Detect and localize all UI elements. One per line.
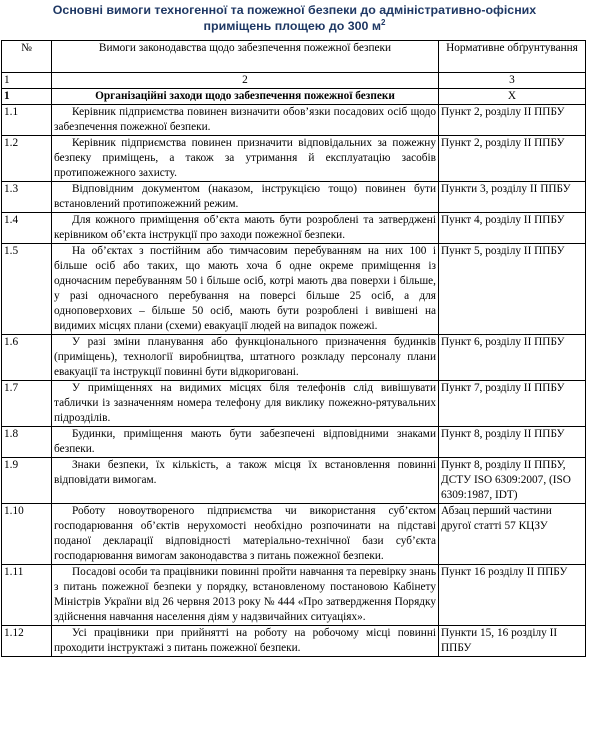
row-requirement: Керівник підприємства повинен визначити обов’язки посадових осіб щодо забезпечення пожежної безпеки. <box>52 105 439 136</box>
row-number: 1.9 <box>2 458 52 504</box>
row-number: 1.12 <box>2 626 52 657</box>
row-requirement: Відповідним документом (наказом, інструкцією тощо) повинен бути встановлений протипожежний режим. <box>52 182 439 213</box>
row-requirement: Посадові особи та працівники повинні пройти навчання та перевірку знань з питань пожежної безпеки у порядку, встановленому постановою Кабінету Міністрів України від 26 червня 2013 року № 444 «Про затвердження Порядку здійснення навчання населення діям у надзвичайних ситуаціях». <box>52 565 439 626</box>
table-row <box>2 504 586 565</box>
table-row <box>2 626 586 657</box>
header-requirements: Вимоги законодавства щодо забезпечення пожежної безпеки <box>52 41 439 73</box>
header-number: № <box>2 41 52 73</box>
title-line-1: Основні вимоги техногенної та пожежної безпеки до адміністративно-офісних <box>52 3 537 17</box>
row-number: 1.6 <box>2 335 52 381</box>
row-number: 1.1 <box>2 105 52 136</box>
row-regulatory-basis: Пункти 3, розділу ІІ ППБУ <box>439 182 586 213</box>
row-number: 1.5 <box>2 244 52 335</box>
column-number-3: 3 <box>439 73 586 89</box>
table-row <box>2 244 586 335</box>
row-number: 1.3 <box>2 182 52 213</box>
row-regulatory-basis: Пункт 6, розділу ІІ ППБУ <box>439 335 586 381</box>
header-regulatory-basis: Нормативне обґрунтування <box>439 41 586 73</box>
table-row <box>2 105 586 136</box>
row-regulatory-basis: Пункт 2, розділу ІІ ППБУ <box>439 136 586 182</box>
row-requirement: У разі зміни планування або функціонального призначення будинків (приміщень), технології виробництва, штатного розкладу персоналу плани евакуації та інструкції повинні бути відкориговані. <box>52 335 439 381</box>
title-superscript: 2 <box>381 17 386 27</box>
row-requirement: Будинки, приміщення мають бути забезпечені відповідними знаками безпеки. <box>52 427 439 458</box>
document-title <box>0 2 589 34</box>
row-regulatory-basis: Пункт 2, розділу ІІ ППБУ <box>439 105 586 136</box>
row-number: 1.11 <box>2 565 52 626</box>
row-requirement: Роботу новоутвореного підприємства чи використання суб’єктом господарювання об’єктів нерухомості необхідно розпочинати на підставі поданої декларації відповідності матеріально-технічної бази суб’єкта господарювання вимогам законодавства з питань пожежної безпеки. <box>52 504 439 565</box>
section-row <box>2 89 586 105</box>
row-regulatory-basis: Абзац перший частини другої статті 57 КЦЗУ <box>439 504 586 565</box>
column-number-row <box>2 73 586 89</box>
row-requirement: Керівник підприємства повинен призначити відповідальних за пожежну безпеку приміщень, а також за утримання й експлуатацію засобів протипожежного захисту. <box>52 136 439 182</box>
table-row <box>2 565 586 626</box>
section-number: 1 <box>2 89 52 105</box>
row-regulatory-basis: Пункт 5, розділу ІІ ППБУ <box>439 244 586 335</box>
row-number: 1.10 <box>2 504 52 565</box>
row-regulatory-basis: Пункт 8, розділу ІІ ППБУ, ДСТУ ISO 6309:2007, (ISO 6309:1987, IDT) <box>439 458 586 504</box>
column-number-2: 2 <box>52 73 439 89</box>
column-number-1: 1 <box>2 73 52 89</box>
row-requirement: Знаки безпеки, їх кількість, а також місця їх встановлення повинні відповідати вимогам. <box>52 458 439 504</box>
table-row <box>2 427 586 458</box>
title-line-2-text: приміщень площею до 300 м <box>203 19 381 33</box>
title-line-2 <box>0 18 589 34</box>
row-requirement: У приміщеннях на видимих місцях біля телефонів слід вивішувати таблички із зазначенням номера телефону для виклику пожежно-рятувальних підрозділів. <box>52 381 439 427</box>
row-number: 1.2 <box>2 136 52 182</box>
row-requirement: Для кожного приміщення об’єкта мають бути розроблені та затверджені керівником об’єкта інструкції про заходи пожежної безпеки. <box>52 213 439 244</box>
row-regulatory-basis: Пункт 4, розділу ІІ ППБУ <box>439 213 586 244</box>
requirements-table <box>1 40 586 657</box>
section-title: Організаційні заходи щодо забезпечення пожежної безпеки <box>52 89 439 105</box>
row-number: 1.4 <box>2 213 52 244</box>
row-regulatory-basis: Пункт 7, розділу ІІ ППБУ <box>439 381 586 427</box>
table-row <box>2 213 586 244</box>
row-requirement: Усі працівники при прийнятті на роботу на робочому місці повинні проходити інструктажі з питань пожежної безпеки. <box>52 626 439 657</box>
table-header-row <box>2 41 586 73</box>
table-row <box>2 381 586 427</box>
row-number: 1.7 <box>2 381 52 427</box>
row-regulatory-basis: Пункти 15, 16 розділу ІІ ППБУ <box>439 626 586 657</box>
table-row <box>2 458 586 504</box>
table-row <box>2 335 586 381</box>
table-row <box>2 182 586 213</box>
row-regulatory-basis: Пункт 8, розділу ІІ ППБУ <box>439 427 586 458</box>
table-row <box>2 136 586 182</box>
row-regulatory-basis: Пункт 16 розділу ІІ ППБУ <box>439 565 586 626</box>
row-requirement: На об’єктах з постійним або тимчасовим перебуванням на них 100 і більше осіб або таких, що мають хоча б одне окреме приміщення із одночасним перебуванням 50 і більше осіб, котрі мають два поверхи і більше, у разі одночасного перебування на поверсі більше 25 осіб, а для одноповерхових – більше 50 осіб, мають бути розроблені і вивішені на видимих місцях плани (схеми) евакуації людей на випадок пожежі. <box>52 244 439 335</box>
section-ref: Х <box>439 89 586 105</box>
row-number: 1.8 <box>2 427 52 458</box>
